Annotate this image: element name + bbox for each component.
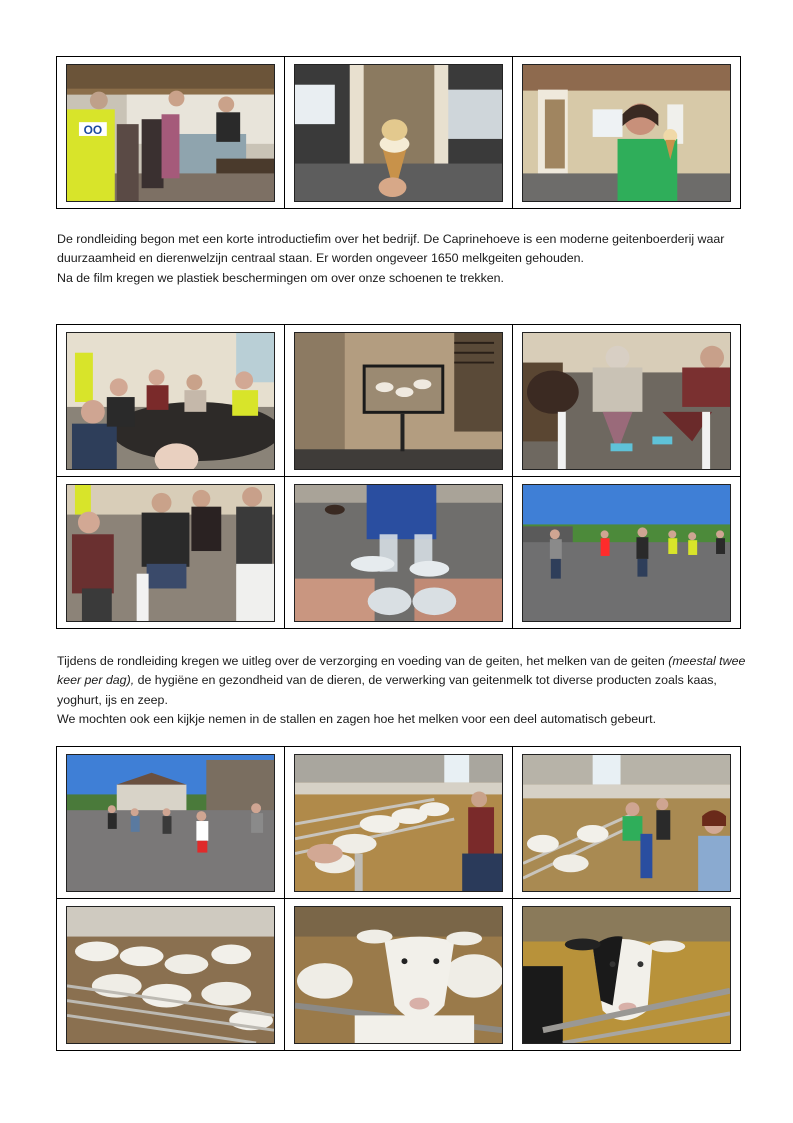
stables-text: We mochten ook een kijkje nemen in de stallen en zagen hoe het melken voor een deel automatisch gebeurt. <box>57 711 657 726</box>
photo-goat-stable-pens <box>294 754 503 892</box>
photo-woman-with-ice-cream <box>522 64 731 202</box>
photo-petting-goats <box>522 754 731 892</box>
tour-text <box>57 652 747 710</box>
photo-group-seated <box>66 484 275 622</box>
photo-table-2 <box>56 324 741 629</box>
intro-paragraph <box>57 230 747 288</box>
vest-logo-text: OO <box>83 123 103 137</box>
photo-group-walking-outside <box>522 484 731 622</box>
photo-black-white-goat <box>522 906 731 1044</box>
milking-frequency-note: (meestal twee keer per dag), <box>57 654 746 688</box>
photo-goat-close-up <box>294 906 503 1044</box>
photo-goat-herd <box>66 906 275 1044</box>
photo-ice-cream-counter <box>66 64 275 202</box>
photo-group-at-table <box>66 332 275 470</box>
intro-text: De rondleiding begon met een korte introductiefim over het bedrijf. De Caprinehoeve is een moderne geitenboerderij waar duurzaamheid en dierenwelzijn centraal staan. Er worden ongeveer 1650 melkgeiten gehouden. <box>57 232 725 266</box>
photo-table-3 <box>56 746 741 1051</box>
photo-film-screen <box>294 332 503 470</box>
photo-putting-on-shoe-covers <box>522 332 731 470</box>
tour-text-end: de hygiëne en gezondheid van de dieren, de verwerking van geitenmelk tot diverse producten zoals kaas, yoghurt, ijs en zeep. <box>57 673 717 707</box>
photo-table-1 <box>56 56 741 209</box>
photo-shoe-covers <box>294 484 503 622</box>
photo-walking-to-stables <box>66 754 275 892</box>
photo-ice-cream-cone <box>294 64 503 202</box>
tour-text-start: Tijdens de rondleiding kregen we uitleg over de verzorging en voeding van de geiten, het melken van de geiten <box>57 654 669 668</box>
tour-paragraph <box>57 652 747 729</box>
shoe-covers-text: Na de film kregen we plastiek beschermingen om over onze schoenen te trekken. <box>57 270 504 285</box>
